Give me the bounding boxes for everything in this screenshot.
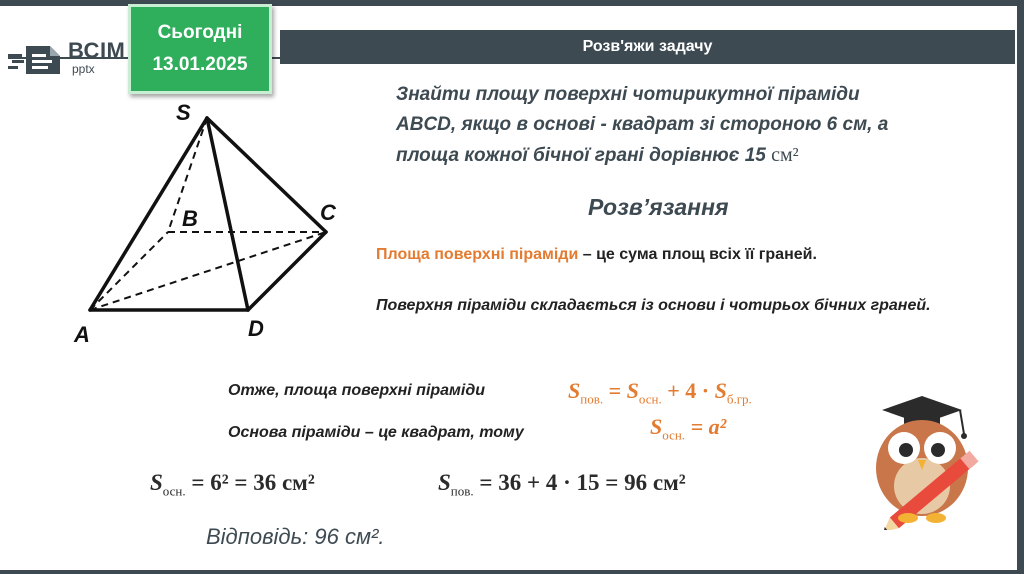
formula1-sub-pov: пов.: [580, 391, 604, 407]
calc1-S: S: [150, 470, 163, 495]
formula2-sub: осн.: [662, 427, 686, 443]
calc2-sub: пов.: [450, 483, 474, 499]
header-title: Розв'яжи задачу: [582, 38, 713, 55]
problem-line-3-text: площа кожної бічної грані дорівнює 15: [396, 145, 772, 166]
formula1-eq: =: [603, 378, 627, 403]
definition-rest: – це сума площ всіх її граней.: [578, 246, 817, 263]
problem-unit: см²: [771, 144, 799, 166]
formula2-rhs: = a²: [685, 414, 727, 439]
problem-statement: [396, 80, 986, 171]
formula2-text: Основа піраміди – це квадрат, тому: [228, 424, 524, 441]
formula1-S2: S: [626, 378, 639, 403]
formula2: [650, 414, 726, 443]
vertex-D-label: D: [248, 316, 264, 341]
logo-subtext: pptx: [72, 62, 95, 76]
date-value: 13.01.2025: [152, 54, 248, 75]
logo: [6, 38, 128, 82]
owl-with-pencil-icon: [852, 390, 992, 530]
pptx-logo-icon: [6, 40, 66, 80]
pyramid-figure: [60, 90, 360, 360]
formula1-S3: S: [714, 378, 727, 403]
edge-SD: [207, 118, 248, 310]
today-label: Сьогодні: [157, 22, 243, 43]
logo-text: ВСІМ: [68, 38, 126, 63]
formula2-S: S: [650, 414, 663, 439]
header-bar: [280, 30, 1015, 64]
edge-SC: [207, 118, 326, 232]
edge-DC: [248, 232, 326, 310]
calc-total: [438, 470, 686, 500]
bottom-frame: [0, 570, 1024, 574]
vertex-A-label: A: [74, 322, 90, 347]
vertex-B-label: B: [182, 206, 198, 231]
composition-text: Поверхня піраміди складається із основи і чотирьох бічних граней.: [376, 297, 931, 314]
problem-line-3: [396, 140, 986, 171]
right-frame: [1017, 0, 1024, 574]
problem-line-1: Знайти площу поверхні чотирикутної піраміди: [396, 84, 860, 105]
formula1-plus4: + 4 ·: [661, 378, 715, 403]
problem-line-2: ABCD, якщо в основі - квадрат зі стороною 6 см, а: [396, 114, 889, 135]
answer: Відповідь: 96 см².: [206, 524, 385, 549]
formula1-text: Отже, площа поверхні піраміди: [228, 382, 485, 399]
vertex-C-label: C: [320, 200, 336, 225]
calc1-rhs: = 6² = 36 см²: [185, 470, 315, 495]
calc1-sub: осн.: [162, 483, 186, 499]
calc2-S: S: [438, 470, 451, 495]
calc-base: [150, 470, 315, 500]
solution-title: Розв’язання: [588, 194, 729, 220]
calc2-rhs: = 36 + 4 · 15 = 96 см²: [473, 470, 686, 495]
diagonal-AC: [90, 232, 326, 310]
definition-highlight: Площа поверхні піраміди: [376, 246, 579, 263]
formula1: [568, 378, 752, 407]
date-box: [128, 4, 272, 94]
formula1-sub-osn: осн.: [638, 391, 662, 407]
vertex-S-label: S: [176, 100, 191, 125]
formula1-S1: S: [568, 378, 581, 403]
formula1-sub-bgr: б.гр.: [726, 391, 752, 407]
definition: [376, 246, 817, 264]
